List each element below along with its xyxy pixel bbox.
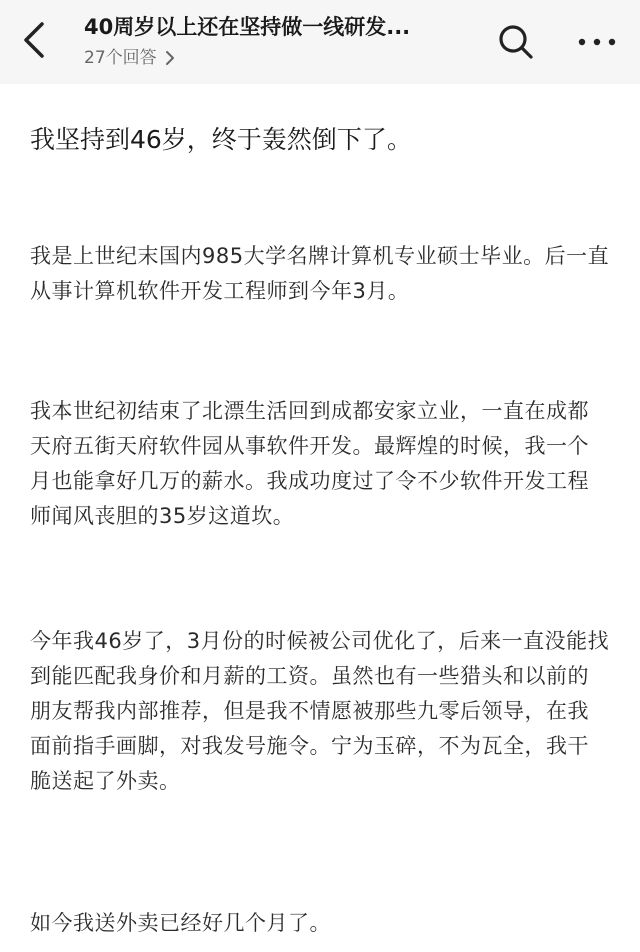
search-button[interactable] [496, 22, 536, 62]
chevron-right-icon [165, 50, 175, 66]
answer-paragraph: 今年我46岁了，3月份的时候被公司优化了，后来一直没能找到能匹配我身价和月薪的工资。虽然也有一些猎头和以前的朋友帮我内部推荐，但是我不情愿被那些九零后领导，在我面前指手画脚，对我发号施令。宁为玉碎，不为瓦全，我干脆送起了外卖。 [30, 629, 610, 793]
question-title[interactable]: 40周岁以上还在坚持做一线研发... [84, 15, 411, 39]
answer-content [0, 84, 640, 952]
answer-paragraph: 我是上世纪末国内985大学名牌计算机专业硕士毕业。后一直从事计算机软件开发工程师到今年3月。 [30, 244, 610, 303]
more-dots-icon [577, 38, 617, 46]
back-button[interactable] [14, 18, 54, 62]
answer-title: 我坚持到46岁，终于轰然倒下了。 [30, 125, 412, 154]
chevron-left-icon [22, 21, 46, 59]
answer-count-link[interactable] [84, 46, 175, 70]
answer-paragraph: 如今我送外卖已经好几个月了。 [30, 911, 331, 935]
search-icon [498, 24, 534, 60]
more-button[interactable] [572, 24, 622, 60]
answer-count: 27个回答 [84, 48, 157, 68]
answer-paragraph: 我本世纪初结束了北漂生活回到成都安家立业，一直在成都天府五街天府软件园从事软件开发。最辉煌的时候，我一个月也能拿好几万的薪水。我成功度过了令不少软件开发工程师闻风丧胆的35岁这道坎。 [30, 399, 589, 528]
top-bar [0, 0, 640, 84]
